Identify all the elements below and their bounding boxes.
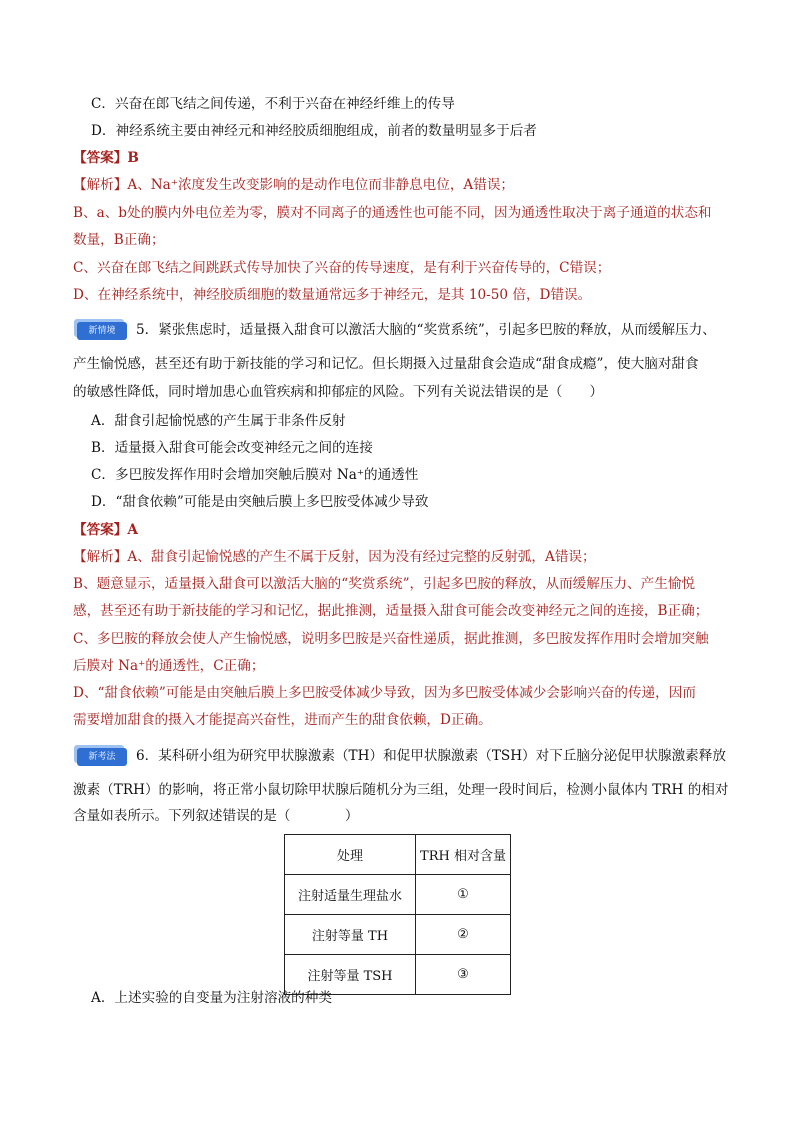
q6-stem: 激素（TRH）的影响，将正常小鼠切除甲状腺后随机分为三组，处理一段时间后，检测小鼠体内 TRH 的相对 — [73, 782, 729, 798]
option-c: C．兴奋在郎飞结之间传递，不利于兴奋在神经纤维上的传导 — [91, 96, 455, 112]
q5-stem: 产生愉悦感，甚至还有助于新技能的学习和记忆。但长期摄入过量甜食会造成“甜食成瘾”，使大脑对甜食 — [73, 356, 699, 372]
analysis-line: D、“甜食依赖”可能是由突触后膜上多巴胺受体减少导致，因为多巴胺受体减少会影响兴奋的传递，因而 — [73, 685, 696, 701]
q6-stem: 6．某科研小组为研究甲状腺激素（TH）和促甲状腺激素（TSH）对下丘脑分泌促甲状腺激素释放 — [136, 748, 726, 764]
q5-option-c: C．多巴胺发挥作用时会增加突触后膜对 Na⁺的通透性 — [91, 467, 419, 483]
table-row — [285, 875, 511, 915]
q6-option-a: A．上述实验的自变量为注射溶液的种类 — [91, 990, 332, 1006]
q6-stem: 含量如表所示。下列叙述错误的是（ ） — [73, 808, 359, 824]
option-d: D．神经系统主要由神经元和神经胶质细胞组成，前者的数量明显多于后者 — [91, 123, 537, 139]
table-header: TRH 相对含量 — [416, 835, 511, 875]
table-cell: ③ — [416, 955, 511, 995]
table-header: 处理 — [285, 835, 416, 875]
analysis-line: B、a、b处的膜内外电位差为零，膜对不同离子的通透性也可能不同，因为通透性取决于离子通道的状态和 — [73, 205, 712, 221]
q5-option-a: A．甜食引起愉悦感的产生属于非条件反射 — [91, 413, 346, 429]
table-cell: ① — [416, 875, 511, 915]
analysis-line: C、多巴胺的释放会使人产生愉悦感，说明多巴胺是兴奋性递质，据此推测，多巴胺发挥作用时会增加突触 — [73, 631, 709, 647]
new-context-badge: 新情境 — [77, 322, 127, 340]
analysis-line: 后膜对 Na⁺的通透性，C正确； — [73, 658, 265, 674]
analysis-line: 感，甚至还有助于新技能的学习和记忆，据此推测，适量摄入甜食可能会改变神经元之间的连接，B正确； — [73, 603, 709, 619]
table-row — [285, 915, 511, 955]
q5-option-d: D．“甜食依赖”可能是由突触后膜上多巴胺受体减少导致 — [91, 494, 429, 510]
q5-stem: 的敏感性降低，同时增加患心血管疾病和抑郁症的风险。下列有关说法错误的是（ ） — [73, 384, 604, 400]
analysis-line: C、兴奋在郎飞结之间跳跃式传导加快了兴奋的传导速度，是有利于兴奋传导的，C错误； — [73, 260, 611, 276]
table-header-row — [285, 835, 511, 875]
answer-label: 【答案】A — [73, 522, 138, 538]
analysis-line: 【解析】A、甜食引起愉悦感的产生不属于反射，因为没有经过完整的反射弧，A错误； — [73, 549, 596, 565]
table-cell: 注射等量 TH — [285, 915, 416, 955]
analysis-line: 数量，B正确； — [73, 232, 165, 248]
table-cell: ② — [416, 915, 511, 955]
analysis-line: B、题意显示，适量摄入甜食可以激活大脑的“奖赏系统”，引起多巴胺的释放，从而缓解压力、产生愉悦 — [73, 576, 696, 592]
analysis-line: 【解析】A、Na⁺浓度发生改变影响的是动作电位而非静息电位，A错误； — [73, 177, 515, 193]
q5-option-b: B．适量摄入甜食可能会改变神经元之间的连接 — [91, 440, 373, 456]
new-method-badge: 新考法 — [77, 748, 127, 766]
table-cell: 注射适量生理盐水 — [285, 875, 416, 915]
table-cell: 注射等量 TSH — [285, 955, 416, 995]
analysis-line: 需要增加甜食的摄入才能提高兴奋性，进而产生的甜食依赖，D正确。 — [73, 712, 492, 728]
answer-label: 【答案】B — [73, 150, 139, 166]
analysis-line: D、在神经系统中，神经胶质细胞的数量通常远多于神经元，是其 10-50 倍，D错误。 — [73, 287, 592, 303]
trh-table — [284, 834, 511, 995]
q5-stem: 5．紧张焦虑时，适量摄入甜食可以激活大脑的“奖赏系统”，引起多巴胺的释放，从而缓解压力、 — [136, 322, 716, 338]
